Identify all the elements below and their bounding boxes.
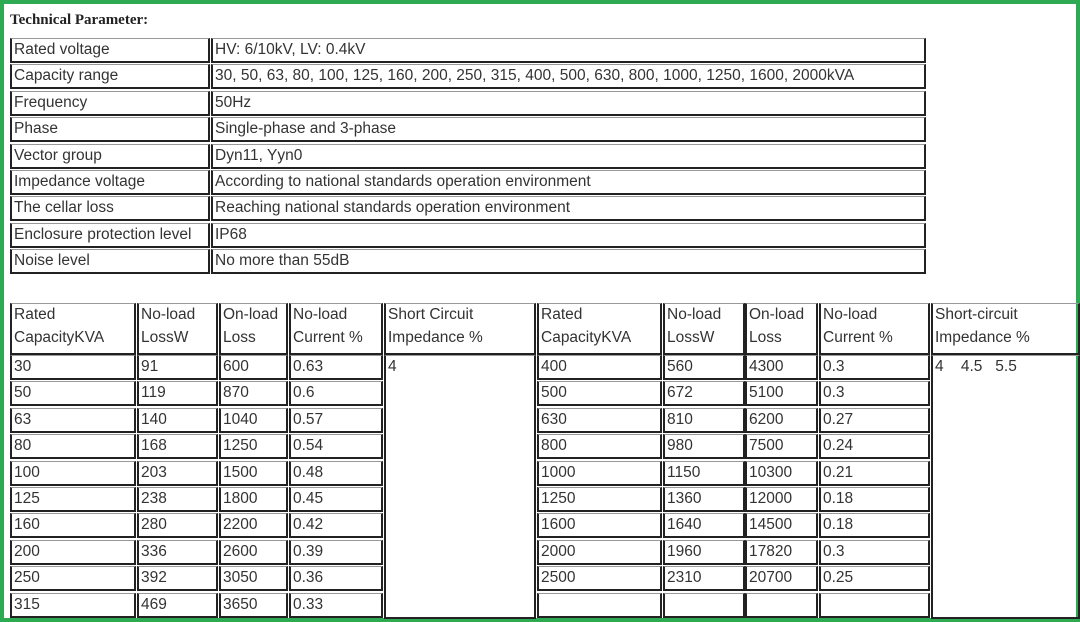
header-line: LossW (141, 329, 189, 346)
param-value: According to national standards operation environment (211, 170, 926, 195)
table-cell: 1360 (663, 487, 745, 512)
column-header (663, 303, 745, 355)
header-line: CapacityKVA (541, 329, 632, 346)
impedance-cell: 4 (384, 355, 536, 619)
table-cell: 80 (10, 434, 136, 459)
header-line: Rated (14, 306, 56, 323)
table-cell: 1640 (663, 513, 745, 538)
header-line: Loss (749, 329, 782, 346)
table-cell: 810 (663, 408, 745, 433)
column-header (819, 303, 930, 355)
header-line: Loss (223, 329, 256, 346)
header-line: No-load (667, 306, 722, 323)
column-header (219, 303, 288, 355)
param-label: Capacity range (10, 64, 210, 89)
table-cell: 140 (137, 408, 218, 433)
param-value: No more than 55dB (211, 249, 926, 274)
table-cell: 0.39 (289, 540, 383, 565)
table-cell: 12000 (745, 487, 818, 512)
param-label: Phase (10, 117, 210, 142)
header-line: Short Circuit (388, 306, 474, 323)
table-cell: 0.54 (289, 434, 383, 459)
column-header (289, 303, 383, 355)
header-line: No-load (823, 306, 878, 323)
header-line: Impedance % (388, 329, 483, 346)
table-cell: 250 (10, 566, 136, 591)
param-label: Vector group (10, 144, 210, 169)
table-cell: 7500 (745, 434, 818, 459)
param-value: 50Hz (211, 91, 926, 116)
table-cell: 672 (663, 381, 745, 406)
table-cell: 50 (10, 381, 136, 406)
table-cell: 336 (137, 540, 218, 565)
table-cell: 0.3 (819, 540, 930, 565)
header-line: No-load (293, 306, 348, 323)
table-cell: 30 (10, 355, 136, 380)
table-cell: 0.45 (289, 487, 383, 512)
table-cell: 238 (137, 487, 218, 512)
table-cell: 0.48 (289, 461, 383, 486)
table-cell: 469 (137, 593, 218, 618)
param-value: Single-phase and 3-phase (211, 117, 926, 142)
table-cell: 100 (10, 461, 136, 486)
table-cell: 560 (663, 355, 745, 380)
table-cell (819, 593, 930, 618)
table-cell: 600 (219, 355, 288, 380)
table-cell: 1250 (537, 487, 662, 512)
table-cell: 91 (137, 355, 218, 380)
param-label: Rated voltage (10, 38, 210, 63)
table-cell: 0.42 (289, 513, 383, 538)
header-line: Short-circuit (935, 306, 1018, 323)
table-cell: 800 (537, 434, 662, 459)
header-line: No-load (141, 306, 196, 323)
param-value: 30, 50, 63, 80, 100, 125, 160, 200, 250, 315, 400, 500, 630, 800, 1000, 1250, 1600, 2000kVA (211, 64, 926, 89)
table-cell: 0.27 (819, 408, 930, 433)
table-cell: 980 (663, 434, 745, 459)
table-cell: 0.18 (819, 487, 930, 512)
header-line: CapacityKVA (14, 329, 105, 346)
table-cell: 0.57 (289, 408, 383, 433)
table-cell: 500 (537, 381, 662, 406)
table-cell: 63 (10, 408, 136, 433)
table-cell (663, 593, 745, 618)
table-cell: 3650 (219, 593, 288, 618)
table-cell: 17820 (745, 540, 818, 565)
column-header (931, 303, 1080, 355)
table-cell: 10300 (745, 461, 818, 486)
param-value: IP68 (211, 223, 926, 248)
table-cell: 0.21 (819, 461, 930, 486)
header-line: On-load (223, 306, 279, 323)
param-value: HV: 6/10kV, LV: 0.4kV (211, 38, 926, 63)
table-cell: 5100 (745, 381, 818, 406)
table-cell: 1000 (537, 461, 662, 486)
table-cell: 280 (137, 513, 218, 538)
column-header (384, 303, 536, 355)
table-cell (537, 593, 662, 618)
table-cell: 1150 (663, 461, 745, 486)
column-header (10, 303, 136, 355)
table-cell: 0.18 (819, 513, 930, 538)
table-cell: 1040 (219, 408, 288, 433)
table-cell: 870 (219, 381, 288, 406)
header-line: On-load (749, 306, 805, 323)
column-header (137, 303, 218, 355)
table-cell: 200 (10, 540, 136, 565)
header-line: Rated (541, 306, 583, 323)
table-cell: 0.3 (819, 355, 930, 380)
table-cell: 168 (137, 434, 218, 459)
param-label: The cellar loss (10, 196, 210, 221)
impedance-cell: 4 4.5 5.5 (931, 355, 1080, 619)
table-cell (745, 593, 818, 618)
column-header (745, 303, 818, 355)
table-cell: 0.33 (289, 593, 383, 618)
table-cell: 2200 (219, 513, 288, 538)
table-cell: 2600 (219, 540, 288, 565)
param-label: Enclosure protection level (10, 223, 210, 248)
param-label: Frequency (10, 91, 210, 116)
column-header (537, 303, 662, 355)
section-title: Technical Parameter: (10, 12, 149, 28)
table-cell: 4300 (745, 355, 818, 380)
table-cell: 0.3 (819, 381, 930, 406)
table-cell: 0.36 (289, 566, 383, 591)
param-label: Noise level (10, 249, 210, 274)
table-cell: 20700 (745, 566, 818, 591)
table-cell: 3050 (219, 566, 288, 591)
table-cell: 2000 (537, 540, 662, 565)
table-cell: 1250 (219, 434, 288, 459)
header-line: Current % (293, 329, 363, 346)
table-cell: 0.24 (819, 434, 930, 459)
table-cell: 315 (10, 593, 136, 618)
table-cell: 14500 (745, 513, 818, 538)
param-value: Dyn11, Yyn0 (211, 144, 926, 169)
table-cell: 119 (137, 381, 218, 406)
header-line: Impedance % (935, 329, 1030, 346)
header-line: Current % (823, 329, 893, 346)
table-cell: 2500 (537, 566, 662, 591)
table-cell: 203 (137, 461, 218, 486)
header-line: LossW (667, 329, 715, 346)
param-label: Impedance voltage (10, 170, 210, 195)
table-cell: 0.63 (289, 355, 383, 380)
table-cell: 1600 (537, 513, 662, 538)
table-cell: 0.25 (819, 566, 930, 591)
param-value: Reaching national standards operation environment (211, 196, 926, 221)
table-cell: 2310 (663, 566, 745, 591)
table-cell: 630 (537, 408, 662, 433)
table-cell: 1800 (219, 487, 288, 512)
table-cell: 400 (537, 355, 662, 380)
table-cell: 0.6 (289, 381, 383, 406)
table-cell: 1960 (663, 540, 745, 565)
table-cell: 1500 (219, 461, 288, 486)
table-cell: 6200 (745, 408, 818, 433)
table-cell: 160 (10, 513, 136, 538)
table-cell: 125 (10, 487, 136, 512)
table-cell: 392 (137, 566, 218, 591)
